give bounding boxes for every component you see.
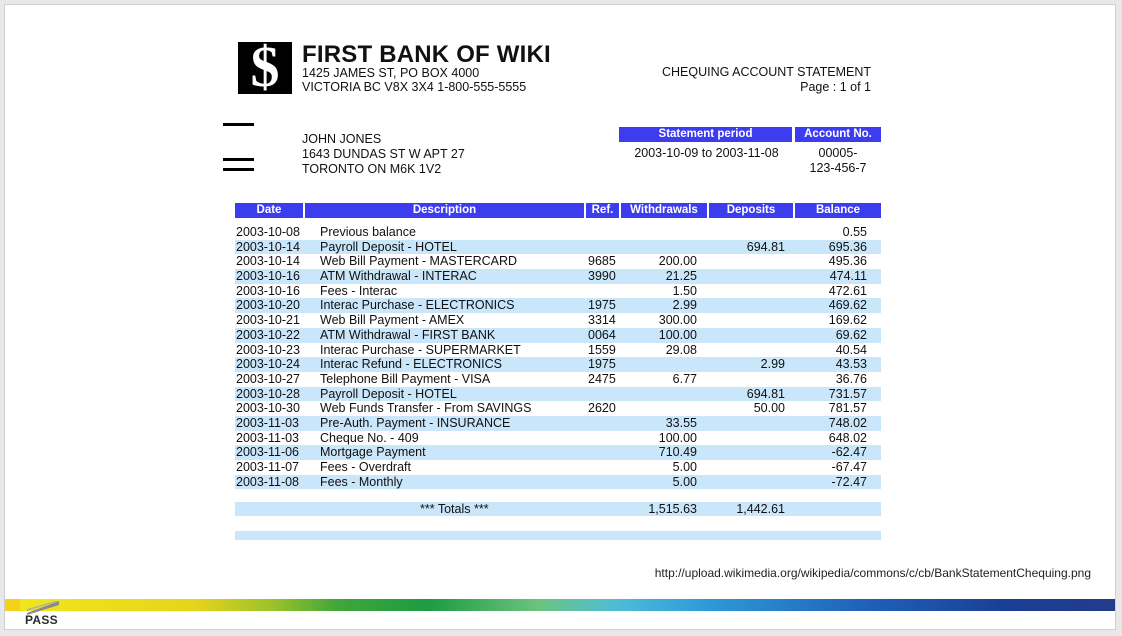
cell-date: 2003-10-20: [236, 298, 300, 313]
cell-balance: -72.47: [831, 474, 867, 489]
cell-balance: 169.62: [828, 313, 867, 328]
cell-withdrawals: 5.00: [672, 460, 697, 474]
cell-ref: 2620: [588, 401, 616, 416]
cell-description: Web Bill Payment - AMEX: [320, 313, 465, 328]
cell-description: Telephone Bill Payment - VISA: [320, 371, 491, 386]
cell-deposits: 50.00: [753, 401, 785, 416]
cell-withdrawals: 300.00: [658, 313, 697, 328]
cell-balance: 731.57: [828, 386, 867, 401]
page-number: Page : 1 of 1: [800, 80, 871, 94]
cell-description: Payroll Deposit - HOTEL: [320, 239, 457, 254]
table-row: [235, 284, 881, 299]
cell-description: Payroll Deposit - HOTEL: [320, 386, 457, 401]
cell-withdrawals: 6.77: [672, 371, 697, 386]
table-row: [235, 431, 881, 446]
cell-withdrawals: 29.08: [665, 342, 697, 357]
cell-date: 2003-10-28: [236, 386, 300, 401]
cell-balance: 0.55: [842, 225, 867, 239]
cell-date: 2003-10-30: [236, 401, 300, 416]
cell-ref: 9685: [588, 254, 616, 269]
cell-date: 2003-11-03: [236, 415, 300, 430]
cell-withdrawals: 21.25: [665, 269, 697, 284]
cell-description: Interac Refund - ELECTRONICS: [320, 357, 503, 372]
totals-withdrawals: 1,515.63: [648, 502, 697, 516]
cell-deposits: 694.81: [746, 239, 785, 254]
cell-balance: 695.36: [828, 239, 867, 254]
fold-mark-top: [223, 123, 254, 126]
cell-deposits: 2.99: [760, 357, 785, 372]
cell-ref: 3314: [588, 313, 616, 328]
cell-date: 2003-10-24: [236, 357, 300, 372]
cell-date: 2003-10-14: [236, 239, 300, 254]
header-deposits: Deposits: [709, 203, 793, 218]
cell-ref: 1975: [588, 357, 616, 372]
cell-date: 2003-11-06: [236, 445, 300, 460]
transactions-table: [235, 225, 881, 489]
cell-ref: 0064: [588, 327, 616, 342]
table-row: [235, 269, 881, 284]
cell-withdrawals: 5.00: [672, 474, 697, 489]
cell-balance: 648.02: [828, 430, 867, 445]
cell-balance: -67.47: [831, 460, 867, 474]
cell-date: 2003-10-23: [236, 342, 300, 357]
cell-ref: 1559: [588, 342, 616, 357]
fold-mark-middle: [223, 158, 254, 161]
cell-deposits: 694.81: [746, 386, 785, 401]
cell-balance: 781.57: [828, 401, 867, 416]
cell-date: 2003-11-07: [236, 460, 300, 474]
header-date: Date: [235, 203, 303, 218]
slide: [4, 4, 1116, 630]
fold-mark-bottom: [223, 168, 254, 171]
statement-period-value: 2003-10-09 to 2003-11-08: [634, 146, 779, 160]
table-row: [235, 475, 881, 490]
cell-description: Fees - Monthly: [320, 474, 403, 489]
cell-description: Cheque No. - 409: [320, 430, 419, 445]
cell-withdrawals: 200.00: [658, 254, 697, 269]
cell-description: Fees - Overdraft: [320, 460, 411, 474]
cell-description: Pre-Auth. Payment - INSURANCE: [320, 415, 511, 430]
bank-name: FIRST BANK OF WIKI: [302, 41, 551, 68]
table-row: [235, 401, 881, 416]
transactions-header: [235, 203, 881, 218]
customer-address-line1: 1643 DUNDAS ST W APT 27: [302, 147, 465, 161]
cell-balance: 474.11: [829, 269, 867, 284]
customer-address-block: [302, 132, 465, 177]
table-row: [235, 328, 881, 343]
cell-date: 2003-10-22: [236, 327, 300, 342]
table-row: [235, 225, 881, 240]
cell-date: 2003-10-16: [236, 283, 300, 298]
cell-description: Mortgage Payment: [320, 445, 426, 460]
header-balance: Balance: [795, 203, 881, 218]
cell-description: Web Funds Transfer - From SAVINGS: [320, 401, 532, 416]
cell-date: 2003-10-14: [236, 254, 300, 269]
account-number-line2: 123-456-7: [809, 161, 867, 175]
cell-description: Previous balance: [320, 225, 416, 239]
table-row: [235, 343, 881, 358]
cell-ref: 1975: [588, 298, 616, 313]
cell-description: Interac Purchase - ELECTRONICS: [320, 298, 515, 313]
header-ref: Ref.: [586, 203, 619, 218]
cell-balance: 69.62: [835, 327, 867, 342]
account-number-header: Account No.: [795, 127, 881, 142]
cell-date: 2003-10-21: [236, 313, 300, 328]
cell-balance: 469.62: [828, 298, 867, 313]
cell-balance: 748.02: [828, 415, 867, 430]
cell-balance: 495.36: [828, 254, 867, 269]
cell-balance: 40.54: [835, 342, 867, 357]
table-row: [235, 460, 881, 475]
table-row: [235, 298, 881, 313]
cell-date: 2003-10-08: [236, 225, 300, 239]
table-bottom-bar: [235, 531, 881, 540]
footer-color-band: [5, 599, 1116, 611]
dollar-sign-logo-icon: [238, 34, 292, 99]
statement-title: CHEQUING ACCOUNT STATEMENT: [661, 65, 871, 79]
table-row: [235, 313, 881, 328]
cell-description: ATM Withdrawal - INTERAC: [320, 269, 477, 284]
bank-address-line1: 1425 JAMES ST, PO BOX 4000: [302, 66, 480, 80]
cell-date: 2003-11-08: [236, 474, 300, 489]
cell-balance: 472.61: [828, 283, 867, 298]
customer-name: JOHN JONES: [302, 132, 382, 146]
account-number-value: [795, 146, 881, 176]
cell-description: ATM Withdrawal - FIRST BANK: [320, 327, 496, 342]
cell-date: 2003-11-03: [236, 430, 300, 445]
logo-glyph: $: [250, 34, 280, 99]
header-withdrawals: Withdrawals: [621, 203, 707, 218]
cell-withdrawals: 33.55: [665, 415, 697, 430]
table-row: [235, 445, 881, 460]
table-row: [235, 357, 881, 372]
cell-date: 2003-10-16: [236, 269, 300, 284]
footer-band-start: [5, 599, 20, 611]
statement-period-header: Statement period: [619, 127, 792, 142]
cell-withdrawals: 100.00: [658, 327, 697, 342]
table-row: [235, 240, 881, 255]
source-url: http://upload.wikimedia.org/wikipedia/commons/c/cb/BankStatementChequing.png: [654, 566, 1091, 580]
cell-description: Fees - Interac: [320, 283, 398, 298]
table-row: [235, 254, 881, 269]
account-number-line1: 00005-: [818, 146, 858, 160]
totals-row: [235, 502, 881, 516]
cell-withdrawals: 2.99: [672, 298, 697, 313]
cell-description: Interac Purchase - SUPERMARKET: [320, 342, 521, 357]
cell-balance: 43.53: [835, 357, 867, 372]
cell-withdrawals: 710.49: [658, 445, 697, 460]
table-row: [235, 416, 881, 431]
cell-balance: -62.47: [831, 445, 867, 460]
cell-ref: 3990: [588, 269, 616, 284]
table-row: [235, 372, 881, 387]
header-description: Description: [305, 203, 584, 218]
cell-balance: 36.76: [835, 371, 867, 386]
table-row: [235, 387, 881, 402]
bank-address-line2: VICTORIA BC V8X 3X4 1-800-555-5555: [302, 80, 527, 94]
totals-deposits: 1,442.61: [736, 502, 785, 516]
cell-ref: 2475: [588, 371, 616, 386]
cell-date: 2003-10-27: [236, 371, 300, 386]
totals-label: *** Totals ***: [420, 502, 489, 516]
customer-address-line2: TORONTO ON M6K 1V2: [302, 162, 442, 176]
cell-description: Web Bill Payment - MASTERCARD: [320, 254, 518, 269]
pass-logo-text: PASS: [25, 613, 58, 627]
cell-withdrawals: 100.00: [658, 430, 697, 445]
cell-withdrawals: 1.50: [672, 283, 697, 298]
